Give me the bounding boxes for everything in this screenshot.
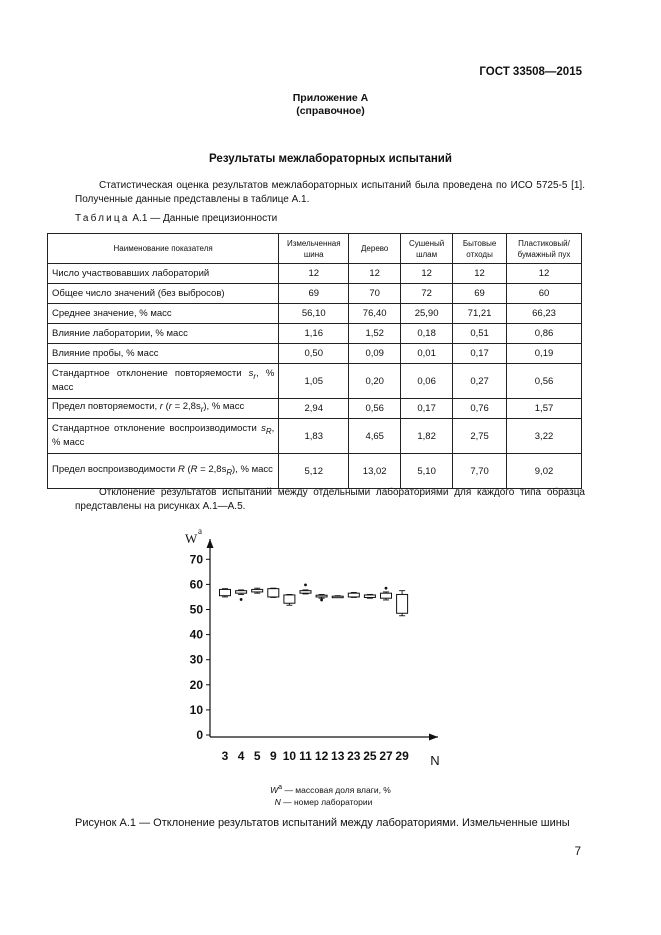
value-cell: 0,17 bbox=[401, 399, 453, 419]
y-axis-label: W bbox=[185, 531, 198, 546]
box-5 bbox=[252, 589, 263, 592]
box-29 bbox=[397, 594, 408, 613]
box-outlier bbox=[320, 599, 323, 602]
value-cell: 7,70 bbox=[453, 454, 507, 489]
row-label: Среднее значение, % масс bbox=[48, 304, 279, 324]
row-label-text: = 2,8s bbox=[197, 463, 227, 475]
value-cell: 0,76 bbox=[453, 399, 507, 419]
legend-text: — массовая доля влаги, % bbox=[282, 784, 391, 795]
boxplot-chart bbox=[180, 525, 450, 775]
legend-text: — номер лаборатории bbox=[280, 796, 373, 807]
box-25 bbox=[364, 595, 375, 598]
x-tick-label: 12 bbox=[314, 749, 329, 763]
symbol: r bbox=[159, 401, 163, 413]
x-tick-label: 10 bbox=[282, 749, 297, 763]
x-tick-label: 23 bbox=[347, 749, 361, 763]
legend-item bbox=[0, 781, 661, 796]
table-header-row bbox=[48, 234, 582, 264]
y-tick-label: 20 bbox=[189, 677, 203, 692]
y-tick-label: 0 bbox=[196, 728, 203, 742]
symbol-subscript: R bbox=[265, 426, 272, 436]
table-caption-number: А.1 bbox=[132, 213, 148, 224]
value-cell: 69 bbox=[279, 284, 349, 304]
appendix-subtitle: (справочное) bbox=[296, 105, 365, 117]
legend-item bbox=[0, 796, 661, 808]
value-cell: 72 bbox=[401, 284, 453, 304]
table-row bbox=[48, 454, 582, 489]
header-cell: Пластиковый/ бумажный пух bbox=[507, 234, 582, 264]
row-label: Общее число значений (без выбросов) bbox=[48, 284, 279, 304]
box-outlier bbox=[385, 587, 388, 590]
row-label-text: Стандартное отклонение воспроизводимости bbox=[52, 423, 262, 435]
symbol: r bbox=[168, 401, 172, 413]
figure-legend bbox=[0, 781, 661, 808]
value-cell: 56,10 bbox=[279, 304, 349, 324]
row-label: Число участвовавших лабораторий bbox=[48, 264, 279, 284]
x-tick-label: 11 bbox=[299, 749, 312, 763]
box-27 bbox=[381, 593, 392, 598]
table-row bbox=[48, 284, 582, 304]
value-cell: 25,90 bbox=[401, 304, 453, 324]
value-cell: 0,06 bbox=[401, 364, 453, 399]
value-cell: 12 bbox=[349, 264, 401, 284]
box-4 bbox=[236, 591, 247, 594]
y-tick-label: 70 bbox=[189, 552, 203, 567]
value-cell: 1,57 bbox=[507, 399, 582, 419]
x-axis-label: N bbox=[430, 753, 440, 768]
legend-symbol-sup: a bbox=[278, 783, 283, 791]
y-tick-label: 30 bbox=[189, 652, 203, 667]
value-cell: 0,19 bbox=[507, 344, 582, 364]
value-cell: 71,21 bbox=[453, 304, 507, 324]
x-tick-label: 3 bbox=[221, 749, 229, 763]
table-row bbox=[48, 399, 582, 419]
value-cell: 0,20 bbox=[349, 364, 401, 399]
value-cell: 1,52 bbox=[349, 324, 401, 344]
value-cell: 0,17 bbox=[453, 344, 507, 364]
y-tick-label: 10 bbox=[189, 702, 203, 717]
y-axis-arrow bbox=[207, 539, 214, 548]
value-cell: 0,01 bbox=[401, 344, 453, 364]
symbol: R bbox=[177, 463, 185, 475]
value-cell: 69 bbox=[453, 284, 507, 304]
value-cell: 0,27 bbox=[453, 364, 507, 399]
value-cell: 70 bbox=[349, 284, 401, 304]
box-outlier bbox=[304, 584, 307, 587]
value-cell: 1,83 bbox=[279, 419, 349, 454]
table-row bbox=[48, 419, 582, 454]
row-label-unit: ), % масс bbox=[232, 463, 273, 475]
paragraph-intro: Статистическая оценка результатов межлабораторных испытаний была проведена по ИСО 5725-5 [1]. Полученные данные представлены в таблице А.1. bbox=[75, 180, 585, 205]
box-13 bbox=[332, 596, 343, 598]
y-tick-label: 60 bbox=[189, 577, 203, 592]
value-cell: 0,56 bbox=[507, 364, 582, 399]
paragraph-figures: Отклонение результатов испытаний между отдельными лабораториями для каждого типа образца представлены на рисунках А.1—А.5. bbox=[75, 487, 585, 512]
value-cell: 9,02 bbox=[507, 454, 582, 489]
row-label-text: Предел воспроизводимости bbox=[52, 463, 178, 475]
value-cell: 12 bbox=[279, 264, 349, 284]
row-label bbox=[48, 399, 279, 419]
row-label bbox=[48, 454, 279, 489]
symbol: s bbox=[261, 423, 266, 435]
value-cell: 1,16 bbox=[279, 324, 349, 344]
box-23 bbox=[348, 593, 359, 597]
x-tick-label: 13 bbox=[331, 749, 345, 763]
value-cell: 4,65 bbox=[349, 419, 401, 454]
row-label-unit: , % масс bbox=[52, 423, 275, 449]
table-row bbox=[48, 344, 582, 364]
value-cell: 0,09 bbox=[349, 344, 401, 364]
page-number: 7 bbox=[574, 846, 581, 858]
box-11 bbox=[300, 591, 311, 594]
value-cell: 0,50 bbox=[279, 344, 349, 364]
value-cell: 2,94 bbox=[279, 399, 349, 419]
header-cell: Бытовые отходы bbox=[453, 234, 507, 264]
appendix-heading bbox=[0, 92, 661, 118]
value-cell: 2,75 bbox=[453, 419, 507, 454]
value-cell: 60 bbox=[507, 284, 582, 304]
row-label: Влияние лаборатории, % масс bbox=[48, 324, 279, 344]
value-cell: 0,18 bbox=[401, 324, 453, 344]
value-cell: 12 bbox=[401, 264, 453, 284]
row-label-text: ( bbox=[162, 401, 169, 413]
precision-table bbox=[47, 233, 582, 489]
legend-symbol: N bbox=[274, 796, 281, 807]
table-caption-title: — Данные прецизионности bbox=[150, 213, 278, 224]
value-cell: 0,51 bbox=[453, 324, 507, 344]
y-axis-label-sup: a bbox=[198, 526, 202, 536]
x-axis-arrow bbox=[429, 734, 438, 741]
row-label-text: Предел повторяемости, bbox=[52, 401, 160, 413]
symbol-subscript: r bbox=[200, 405, 204, 415]
symbol: R bbox=[190, 463, 198, 475]
x-tick-label: 25 bbox=[363, 749, 377, 763]
box-9 bbox=[268, 589, 279, 597]
value-cell: 76,40 bbox=[349, 304, 401, 324]
box-12 bbox=[316, 595, 327, 597]
header-cell: Сушеный шлам bbox=[401, 234, 453, 264]
table-row bbox=[48, 304, 582, 324]
section-title: Результаты межлабораторных испытаний bbox=[209, 153, 452, 165]
table-row bbox=[48, 324, 582, 344]
header-cell: Измельченная шина bbox=[279, 234, 349, 264]
row-label-text: = 2,8s bbox=[171, 401, 201, 413]
row-label-text: Стандартное отклонение повторяемости bbox=[52, 368, 249, 380]
box-outlier bbox=[240, 598, 243, 601]
x-tick-label: 27 bbox=[379, 749, 393, 763]
table-caption-prefix: Таблица bbox=[75, 213, 130, 224]
table-caption bbox=[75, 213, 277, 224]
appendix-title: Приложение А bbox=[292, 92, 369, 104]
value-cell: 13,02 bbox=[349, 454, 401, 489]
figure-caption: Рисунок А.1 — Отклонение результатов испытаний между лабораториями. Измельченные шины bbox=[75, 817, 570, 829]
value-cell: 12 bbox=[507, 264, 582, 284]
symbol: s bbox=[248, 368, 254, 380]
header-cell: Наименование показателя bbox=[48, 234, 279, 264]
value-cell: 1,05 bbox=[279, 364, 349, 399]
value-cell: 0,56 bbox=[349, 399, 401, 419]
row-label: Влияние пробы, % масс bbox=[48, 344, 279, 364]
row-label bbox=[48, 419, 279, 454]
x-tick-label: 29 bbox=[395, 749, 409, 763]
table-row bbox=[48, 364, 582, 399]
standard-number: ГОСТ 33508—2015 bbox=[479, 66, 582, 78]
value-cell: 12 bbox=[453, 264, 507, 284]
legend-symbol: W bbox=[270, 784, 279, 795]
value-cell: 3,22 bbox=[507, 419, 582, 454]
value-cell: 0,86 bbox=[507, 324, 582, 344]
row-label-unit: ), % масс bbox=[203, 401, 245, 413]
row-label-text: ( bbox=[184, 463, 191, 475]
y-tick-label: 40 bbox=[189, 627, 203, 642]
symbol-subscript: R bbox=[226, 467, 233, 477]
table-row bbox=[48, 264, 582, 284]
header-cell: Дерево bbox=[349, 234, 401, 264]
x-tick-label: 4 bbox=[237, 749, 245, 763]
symbol-subscript: r bbox=[253, 371, 257, 381]
box-10 bbox=[284, 595, 295, 603]
value-cell: 66,23 bbox=[507, 304, 582, 324]
box-3 bbox=[220, 589, 231, 595]
value-cell: 1,82 bbox=[401, 419, 453, 454]
y-tick-label: 50 bbox=[189, 602, 203, 617]
x-tick-label: 5 bbox=[253, 749, 261, 763]
x-tick-label: 9 bbox=[269, 749, 277, 763]
value-cell: 5,12 bbox=[279, 454, 349, 489]
row-label bbox=[48, 364, 279, 399]
value-cell: 5,10 bbox=[401, 454, 453, 489]
row-label-unit: , % масс bbox=[52, 368, 275, 394]
